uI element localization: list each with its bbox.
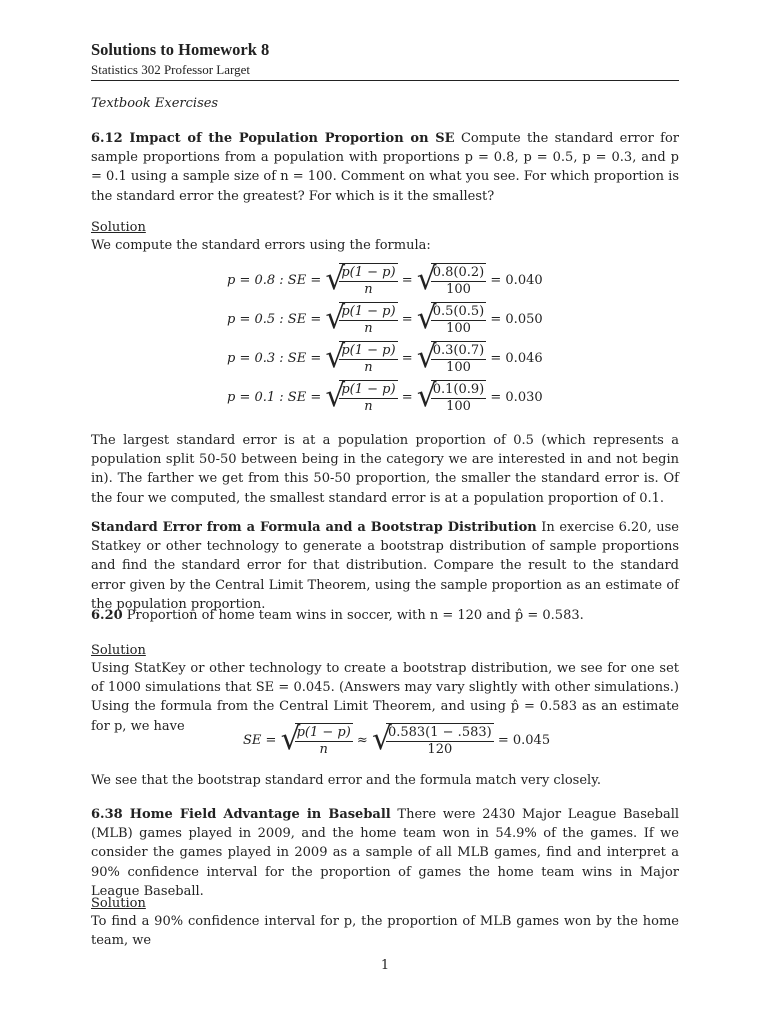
exercise-6-38-heading: 6.38 Home Field Advantage in Baseball bbox=[91, 807, 391, 822]
solution-label-6-12: Solution bbox=[91, 220, 146, 235]
se-equation-row-3: p = 0.3 : SE = √ $\frac{p(1 - p)}{n}$ = √ $\frac{0.3(0.7)}{100}$ = 0.046 bbox=[227, 339, 543, 375]
clt-se-equation: SE = √ $\frac{p(1 - p)}{n}$ ≈ √ $\frac{0.583(1 - .583)}{120}$ = 0.045 bbox=[243, 721, 551, 757]
page-number: 1 bbox=[380, 958, 390, 973]
header-rule bbox=[91, 80, 679, 81]
conclusion-6-20: We see that the bootstrap standard error and the formula match very closely. bbox=[91, 773, 601, 788]
exercise-6-12-body: Compute the standard error for sample proportions from a population with proportions p = 0.8, p = 0.5, p = 0.3, and p = 0.1 using a sample size of n = 100. Comment on what you see. For which proportion is the standard error the greatest? For which is it the smallest? bbox=[91, 131, 679, 204]
conclusion-6-12: The largest standard error is at a population proportion of 0.5 (which represents a population split 50-50 between being in the category we are interested in and not begin in). The farther we get from this 50-50 proportion, the smaller the standard error is. Of the four we computed, the smallest standard error is at a population proportion of 0.1. bbox=[91, 433, 679, 506]
exercise-6-12 bbox=[91, 129, 679, 206]
exercise-6-38 bbox=[91, 805, 679, 901]
exercise-6-20 bbox=[91, 606, 679, 625]
bootstrap-instructions bbox=[91, 518, 679, 614]
exercise-6-38-body: There were 2430 Major League Baseball (MLB) games played in 2009, and the home team won in 54.9% of the games. If we consider the games played in 2009 as a sample of all MLB games, find and interpret a 90% confidence interval for the proportion of games the home team wins in Major League Baseball. bbox=[91, 807, 680, 899]
se-equation-row-2: p = 0.5 : SE = √ $\frac{p(1 - p)}{n}$ = √ $\frac{0.5(0.5)}{100}$ = 0.050 bbox=[227, 300, 543, 336]
se-equation-row-1: p = 0.8 : SE = √ $\frac{p(1 - p)}{n}$ = √ $\frac{0.8(0.2)}{100}$ = 0.040 bbox=[227, 261, 543, 297]
exercise-6-12-heading: 6.12 Impact of the Population Proportion on SE bbox=[91, 131, 455, 146]
solution-text-6-20: Using StatKey or other technology to create a bootstrap distribution, we see for one set of 1000 simulations that SE = 0.045. (Answers may vary slightly with other simulations.) Using the formula from the Central Limit Theorem, and using p̂ = 0.583 as an estimate for p, we have bbox=[91, 661, 679, 734]
solution-intro-6-12: We compute the standard errors using the formula: bbox=[91, 238, 431, 253]
exercise-6-20-body: Proportion of home team wins in soccer, with n = 120 and p̂ = 0.583. bbox=[122, 608, 584, 623]
solution-label-6-38: Solution bbox=[91, 896, 146, 911]
section-label: Textbook Exercises bbox=[91, 96, 219, 111]
solution-text-6-38: To find a 90% confidence interval for p, the proportion of MLB games won by the home team, we bbox=[91, 914, 679, 949]
page-title: Solutions to Homework 8 bbox=[91, 40, 270, 59]
exercise-6-20-heading: 6.20 bbox=[91, 608, 123, 623]
bootstrap-heading: Standard Error from a Formula and a Bootstrap Distribution bbox=[91, 520, 537, 535]
solution-label-6-20: Solution bbox=[91, 643, 146, 658]
page-subtitle: Statistics 302 Professor Larget bbox=[91, 62, 250, 77]
se-equation-row-4: p = 0.1 : SE = √ $\frac{p(1 - p)}{n}$ = √ $\frac{0.1(0.9)}{100}$ = 0.030 bbox=[227, 378, 543, 414]
bootstrap-body: In exercise 6.20, use Statkey or other technology to generate a bootstrap distribution of sample proportions and find the standard error for that distribution. Compare the result to the standard error given by the Central Limit Theorem, using the sample proportion as an estimate of the population proportion. bbox=[91, 520, 679, 612]
